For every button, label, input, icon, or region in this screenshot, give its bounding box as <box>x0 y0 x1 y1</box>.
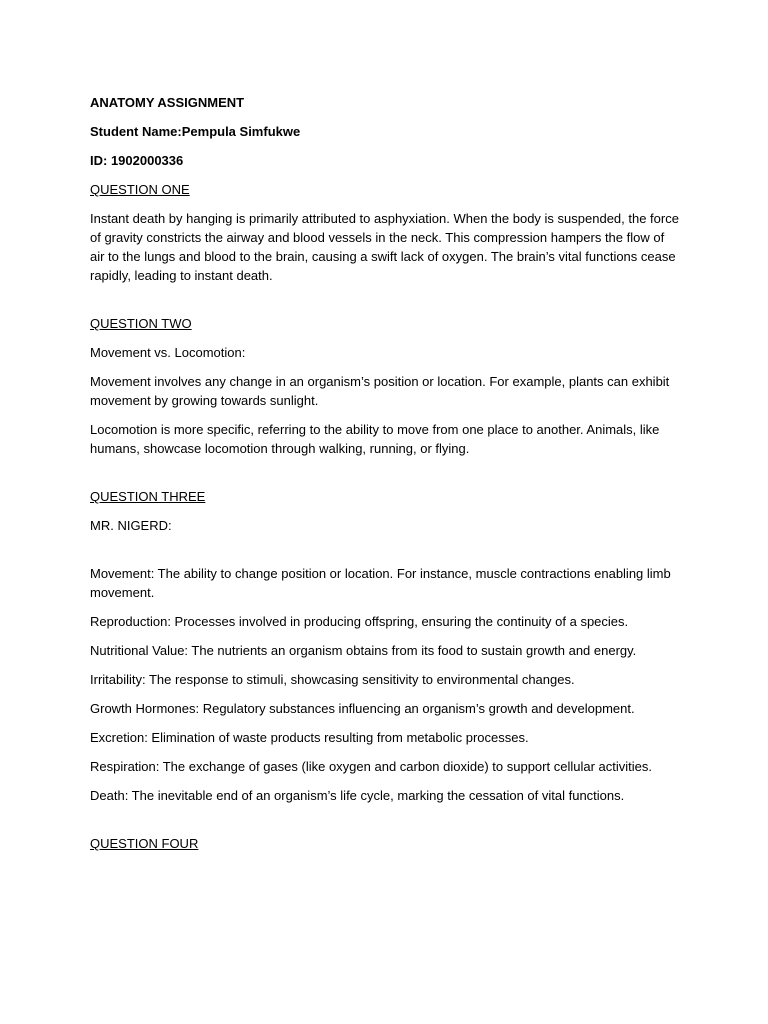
document-page <box>90 93 680 863</box>
list-item: Respiration: The exchange of gases (like oxygen and carbon dioxide) to support cellular activities. <box>90 759 652 774</box>
question-three-heading: QUESTION THREE <box>90 489 206 504</box>
question-two-paragraph-movement: Movement involves any change in an organism’s position or location. For example, plants can exhibit movement by growing towards sunlight. <box>90 374 670 408</box>
spacer <box>90 545 680 564</box>
list-item: Movement: The ability to change position or location. For instance, muscle contractions enabling limb movement. <box>90 566 671 600</box>
question-one-body: Instant death by hanging is primarily attributed to asphyxiation. When the body is suspended, the force of gravity constricts the airway and blood vessels in the neck. This compression hampers the flow of air to the lungs and blood to the brain, causing a swift lack of oxygen. The brain’s vital functions cease rapidly, leading to instant death. <box>90 211 679 283</box>
spacer <box>90 815 680 834</box>
question-one-heading: QUESTION ONE <box>90 182 190 197</box>
list-item: Growth Hormones: Regulatory substances influencing an organism’s growth and development. <box>90 701 635 716</box>
list-item: Reproduction: Processes involved in producing offspring, ensuring the continuity of a species. <box>90 614 629 629</box>
student-id: ID: 1902000336 <box>90 153 184 168</box>
question-three-intro: MR. NIGERD: <box>90 518 172 533</box>
question-two-heading: QUESTION TWO <box>90 316 192 331</box>
document-title: ANATOMY ASSIGNMENT <box>90 95 245 110</box>
list-item: Excretion: Elimination of waste products resulting from metabolic processes. <box>90 730 529 745</box>
spacer <box>90 468 680 487</box>
question-four-heading: QUESTION FOUR <box>90 836 199 851</box>
list-item: Irritability: The response to stimuli, showcasing sensitivity to environmental changes. <box>90 672 575 687</box>
spacer <box>90 295 680 314</box>
student-name: Student Name:Pempula Simfukwe <box>90 124 301 139</box>
list-item: Death: The inevitable end of an organism’s life cycle, marking the cessation of vital functions. <box>90 788 625 803</box>
question-two-intro: Movement vs. Locomotion: <box>90 345 246 360</box>
list-item: Nutritional Value: The nutrients an organism obtains from its food to sustain growth and energy. <box>90 643 637 658</box>
question-two-paragraph-locomotion: Locomotion is more specific, referring to the ability to move from one place to another. Animals, like humans, showcase locomotion through walking, running, or flying. <box>90 422 660 456</box>
